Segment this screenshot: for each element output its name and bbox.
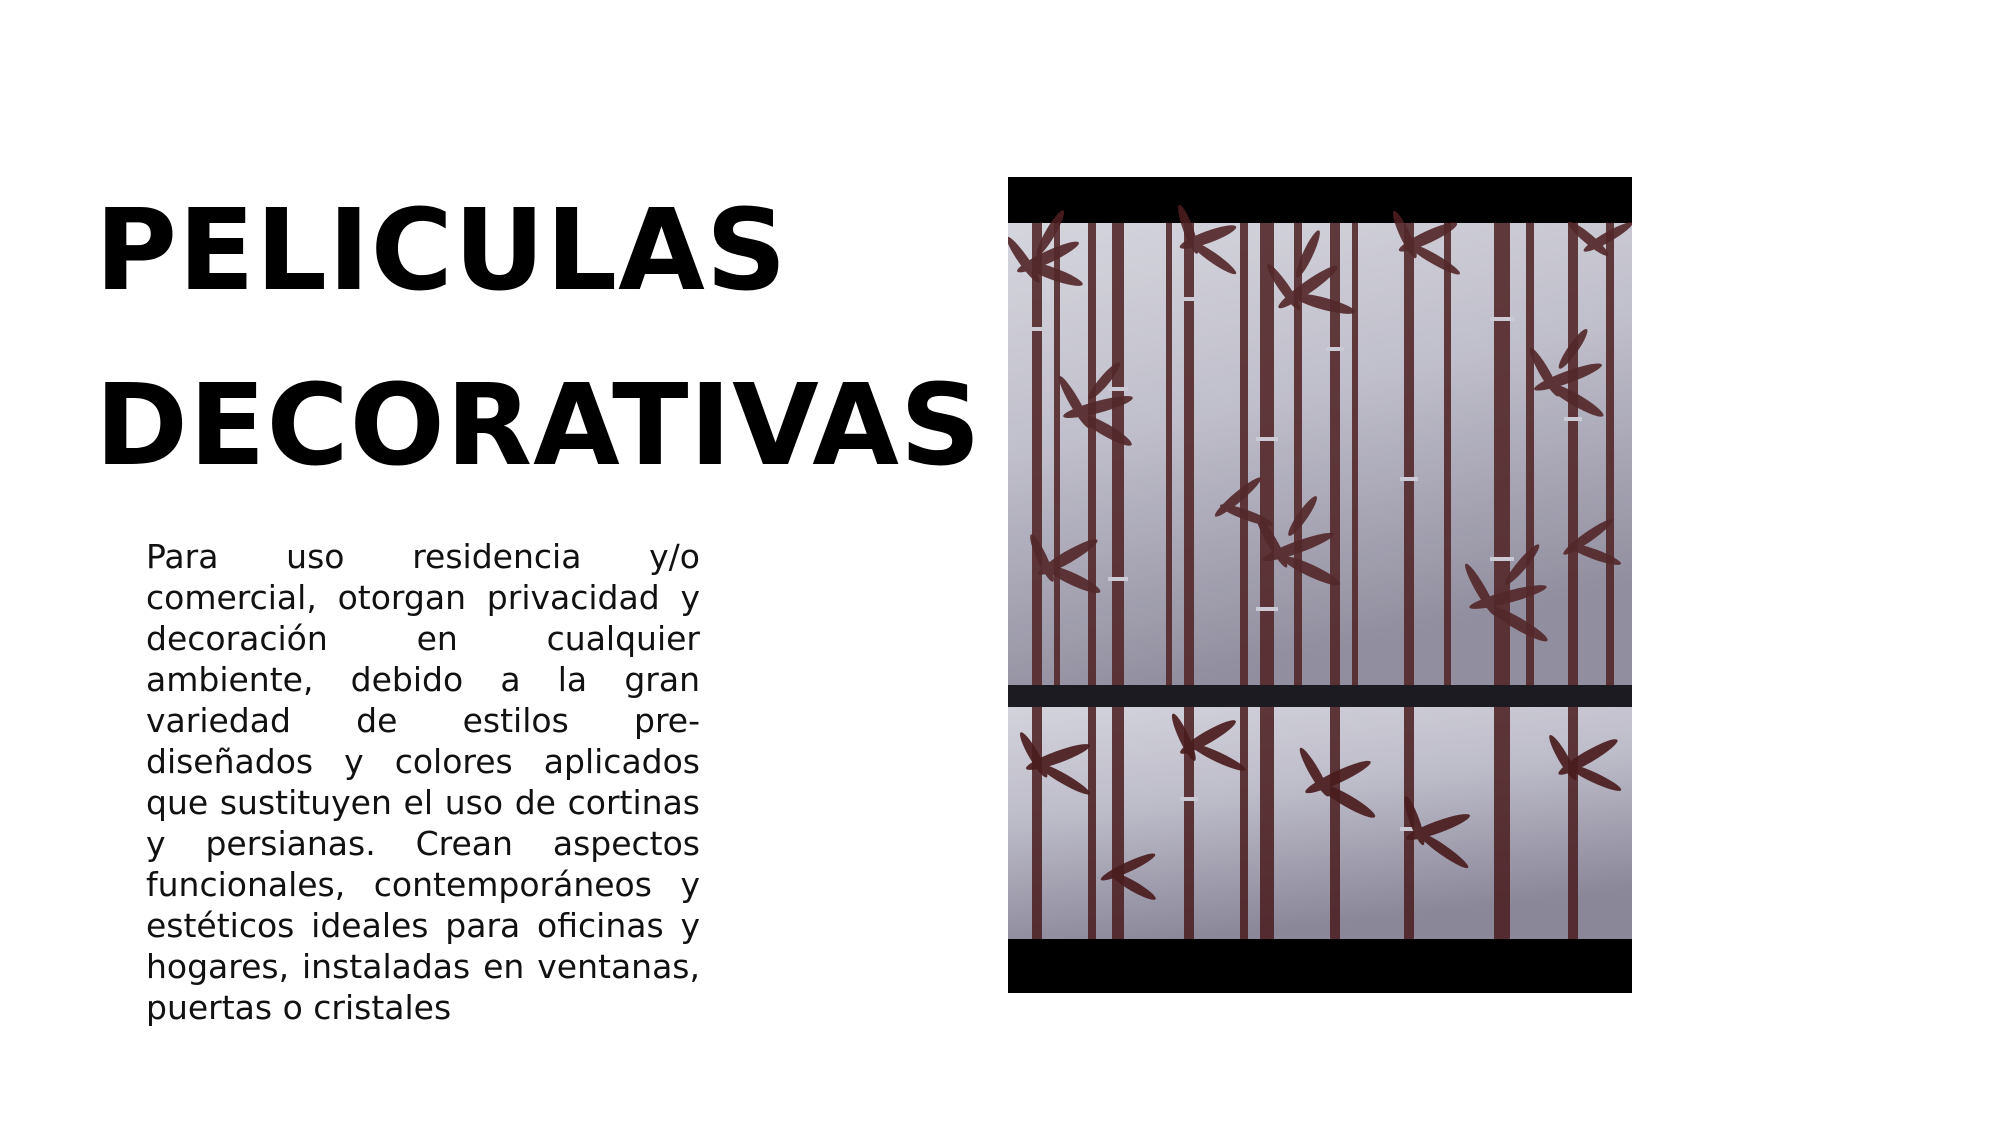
slide-body-text: Para uso residencia y/o comercial, otorgan privacidad y decoración en cualquier ambiente, debido a la gran variedad de estilos pre-diseñados y colores aplicados que sustituyen el uso de cortinas y persianas. Crean aspectos funcionales, contemporáneos y estéticos ideales para oficinas y hogares, instaladas en ventanas, puertas o cristales [146,537,700,1027]
slide-title-line-2: DECORATIVAS [95,361,982,491]
slide-title-line-1: PELICULAS [95,186,788,316]
bamboo-film-photo [1008,177,1632,993]
